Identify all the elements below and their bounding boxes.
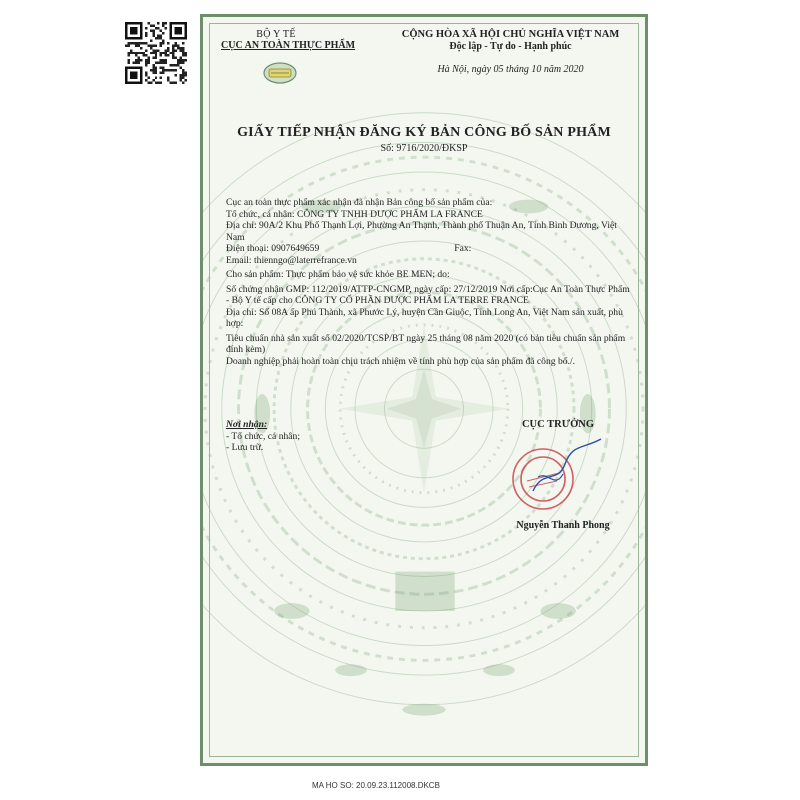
country-name: CỘNG HÒA XÃ HỘI CHỦ NGHĨA VIỆT NAM (401, 29, 620, 40)
phone: Điện thoại: 0907649659 (226, 243, 320, 254)
official-seal-stamp (503, 429, 603, 519)
organization-address: Địa chỉ: 90A/2 Khu Phố Thạnh Lợi, Phường An Thạnh, Thành phố Thuận An, Tỉnh Bình Dương, Việt Nam (226, 220, 617, 243)
document-body (226, 197, 631, 367)
responsibility-text: Doanh nghiệp phải hoàn toàn chịu trách nhiệm về tính phù hợp của sản phẩm đã công bố./. (226, 355, 576, 367)
standard-text: Tiêu chuẩn nhà sản xuất số 02/2020/TCSP/BT ngày 25 tháng 08 năm 2020 (có bản tiêu chuẩn sản phẩm đính kèm) (226, 332, 626, 355)
recipient-item: - Lưu trữ. (226, 442, 264, 453)
email: Email: thienngo@laterrefrance.vn (226, 254, 357, 266)
document-title: GIẤY TIẾP NHẬN ĐĂNG KÝ BẢN CÔNG BỐ SẢN PHẨM (237, 125, 611, 140)
registration-number: Số: 9716/2020/ĐKSP (380, 143, 468, 154)
gmp-certificate: Số chứng nhận GMP: 112/2019/ATTP-CNGMP, ngày cấp: 27/12/2019 Nơi cấp:Cục An Toàn Thực Phẩm - Bộ Y tế cấp cho CÔNG TY CỔ PHẦN DƯỢC PHẨM LA TERRE FRANCE (226, 283, 630, 306)
dossier-code: MA HO SO: 20.09.23.112008.DKCB (312, 781, 440, 790)
fax: Fax: (454, 243, 472, 254)
issue-date: Hà Nội, ngày 05 tháng 10 năm 2020 (437, 64, 584, 75)
organization: Tổ chức, cá nhân: CÔNG TY TNHH DƯỢC PHẨM LA FRANCE (226, 208, 483, 220)
issuer-header (221, 29, 356, 51)
recipients-heading: Nơi nhận: (226, 419, 268, 430)
signer-position: CỤC TRƯỞNG (521, 419, 595, 430)
recipient-item: - Tổ chức, cá nhân; (226, 430, 301, 442)
intro-text: Cục an toàn thực phẩm xác nhận đã nhận Bản công bố sản phẩm của: (226, 197, 493, 208)
vfa-logo-icon (263, 61, 297, 85)
national-header (383, 29, 638, 75)
recipients-block (226, 419, 300, 454)
product-name: Cho sản phẩm: Thực phẩm bảo vệ sức khỏe BE MEN; do: (226, 269, 450, 280)
certificate-document (200, 14, 648, 766)
ministry-name: BỘ Y TẾ (256, 29, 296, 40)
signer-name: Nguyễn Thanh Phong (516, 520, 610, 531)
qr-code (125, 22, 187, 84)
department-name: CỤC AN TOÀN THỰC PHẨM (221, 40, 356, 51)
national-motto: Độc lập - Tự do - Hạnh phúc (449, 41, 572, 52)
production-address: Địa chỉ: Số 08A ấp Phú Thành, xã Phước Lý, huyện Cần Giuộc, Tỉnh Long An, Việt Nam sản xuất, phù hợp: (226, 306, 623, 329)
